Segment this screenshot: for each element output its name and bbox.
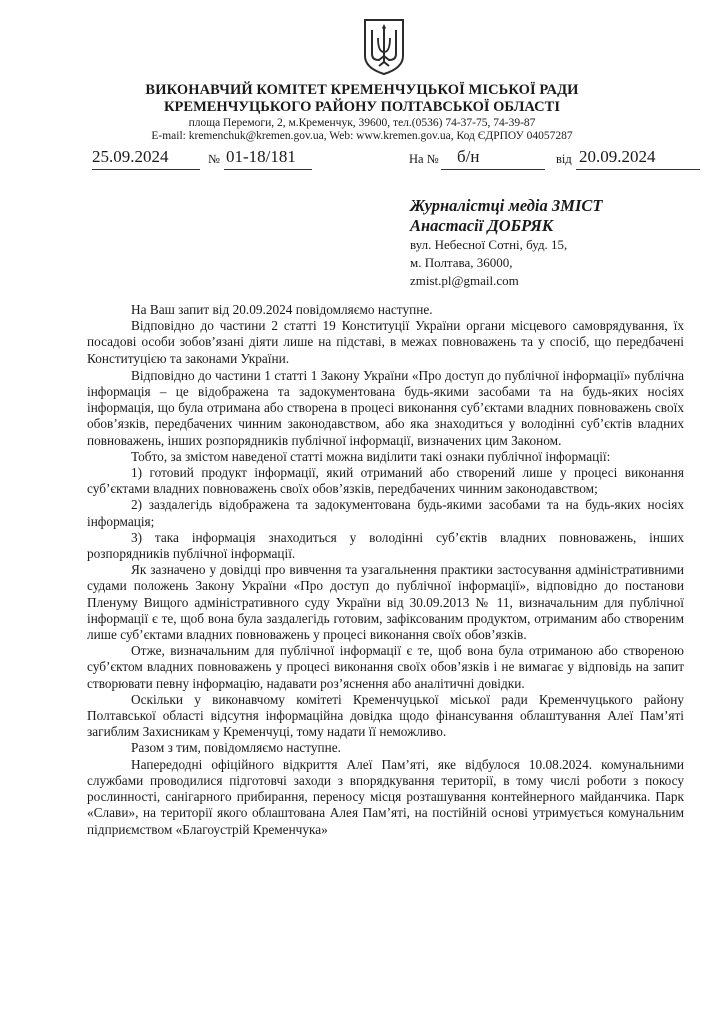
addressee-line2: Анастасії ДОБРЯК: [410, 216, 554, 235]
addressee-city: м. Полтава, 36000,: [410, 255, 513, 270]
organization-name-line1: ВИКОНАВЧИЙ КОМІТЕТ КРЕМЕНЧУЦЬКОЇ МІСЬКОЇ РАДИ: [145, 82, 579, 98]
paragraph-11: Разом з тим, повідомляємо наступне.: [131, 740, 341, 756]
incoming-number-underline: [441, 169, 545, 170]
paragraph-12: Напередодні офіційного відкриття Алеї Пам’яті, яке відбулося 10.08.2024. комунальними службами проводилися підготовчі заходи з впорядкування території, в тому числі роботи з покосу рослинності, санігарного прибирання, переносу місця розташування контейнерного майданчика. Парк «Слави», на території якого облаштована Алея Пам’яті, на постійній основі утримується комунальним підприємством «Благоустрій Кременчука»: [87, 756, 684, 837]
paragraph-5: 1) готовий продукт інформації, який отриманий або створений лише у процесі виконання суб’єктами владних повноважень своїх обов’язків, передбачених чинним законодавством;: [87, 465, 684, 497]
paragraph-10: Оскільки у виконавчому комітеті Кременчуцької міської ради Кременчуцького району Полтавської області відсутня інформаційна довідка щодо фінансування облаштування Алеї Пам’яті загиблим Захисникам у Кременчуці, тому надати її неможливо.: [87, 691, 684, 740]
outgoing-date: 25.09.2024: [92, 147, 169, 166]
trident-coat-of-arms-icon: [363, 18, 405, 76]
organization-address: площа Перемоги, 2, м.Кременчук, 39600, тел.(0536) 74-37-75, 74-39-87: [188, 117, 536, 129]
paragraph-8: Як зазначено у довідці про вивчення та узагальнення практики застосування адміністративними судами положень Закону України «Про доступ до публічної інформації», відповідно до постанови Пленуму Вищого адміністративного суду України від 30.09.2013 № 11, визначальним для публічної інформації є те, щоб вона була заздалегідь готовим, зафіксованим продуктом, отриманим або створеним лише суб’єктами владних повноважень у процесі виконання своїх обов’язків.: [87, 562, 684, 643]
date-underline: [92, 169, 200, 170]
registration-line: [92, 147, 712, 176]
number-underline: [224, 169, 312, 170]
organization-name-line2: КРЕМЕНЧУЦЬКОГО РАЙОНУ ПОЛТАВСЬКОЇ ОБЛАСТІ: [164, 99, 560, 115]
incoming-number: б/н: [457, 147, 480, 166]
outgoing-number: 01-18/181: [226, 147, 296, 166]
addressee-street: вул. Небесної Сотні, буд. 15,: [410, 237, 568, 252]
incoming-date: 20.09.2024: [579, 147, 656, 166]
addressee-line1: Журналістці медіа ЗМІСТ: [410, 196, 603, 215]
incoming-date-prefix: від: [556, 152, 572, 166]
addressee-block: [410, 196, 602, 290]
letter-body: [87, 302, 684, 838]
paragraph-6: 2) заздалегідь відображена та задокументована будь-якими засобами та на будь-яких носіях інформація;: [87, 497, 684, 529]
paragraph-2: Відповідно до частини 2 статті 19 Конституції України органи місцевого самоврядування, їх посадові особи зобов’язані діяти лише на підставі, в межах повноважень та у спосіб, що передбачені Конституцією та законами України.: [87, 318, 684, 366]
paragraph-7: 3) така інформація знаходиться у володінні суб’єктів владних повноважень, інших розпорядників публічної інформації.: [87, 529, 684, 562]
organization-contacts: E-mail: kremenchuk@kremen.gov.ua, Web: www.kremen.gov.ua, Код ЄДРПОУ 04057287: [151, 130, 573, 142]
outgoing-number-prefix: №: [208, 152, 220, 166]
incoming-date-underline: [576, 169, 700, 170]
paragraph-9: Отже, визначальним для публічної інформації є те, щоб вона була отриманою або створеною суб’єктом владних повноважень у процесі виконання своїх обов’язків і не вимагає у відповідь на запит створювати певну інформацію, надавати роз’яснення або аналітичні довідки.: [87, 643, 684, 691]
paragraph-1: На Ваш запит від 20.09.2024 повідомляємо наступне.: [131, 302, 433, 317]
addressee-email: zmist.pl@gmail.com: [410, 273, 519, 288]
incoming-number-prefix: На №: [409, 152, 439, 166]
paragraph-4: Тобто, за змістом наведеної статті можна виділити такі ознаки публічної інформації:: [131, 448, 611, 464]
paragraph-3: Відповідно до частини 1 статті 1 Закону України «Про доступ до публічної інформації» публічна інформація – це відображена та задокументована будь-якими засобами та на будь-яких носіях інформація, що була отримана або створена в процесі виконання суб’єктами владних повноважень своїх обов’язків, передбачених чинним законодавством, або яка знаходиться у володінні суб’єктів владних повноважень, інших розпорядників публічної інформації, визначених цим Законом.: [87, 367, 684, 448]
